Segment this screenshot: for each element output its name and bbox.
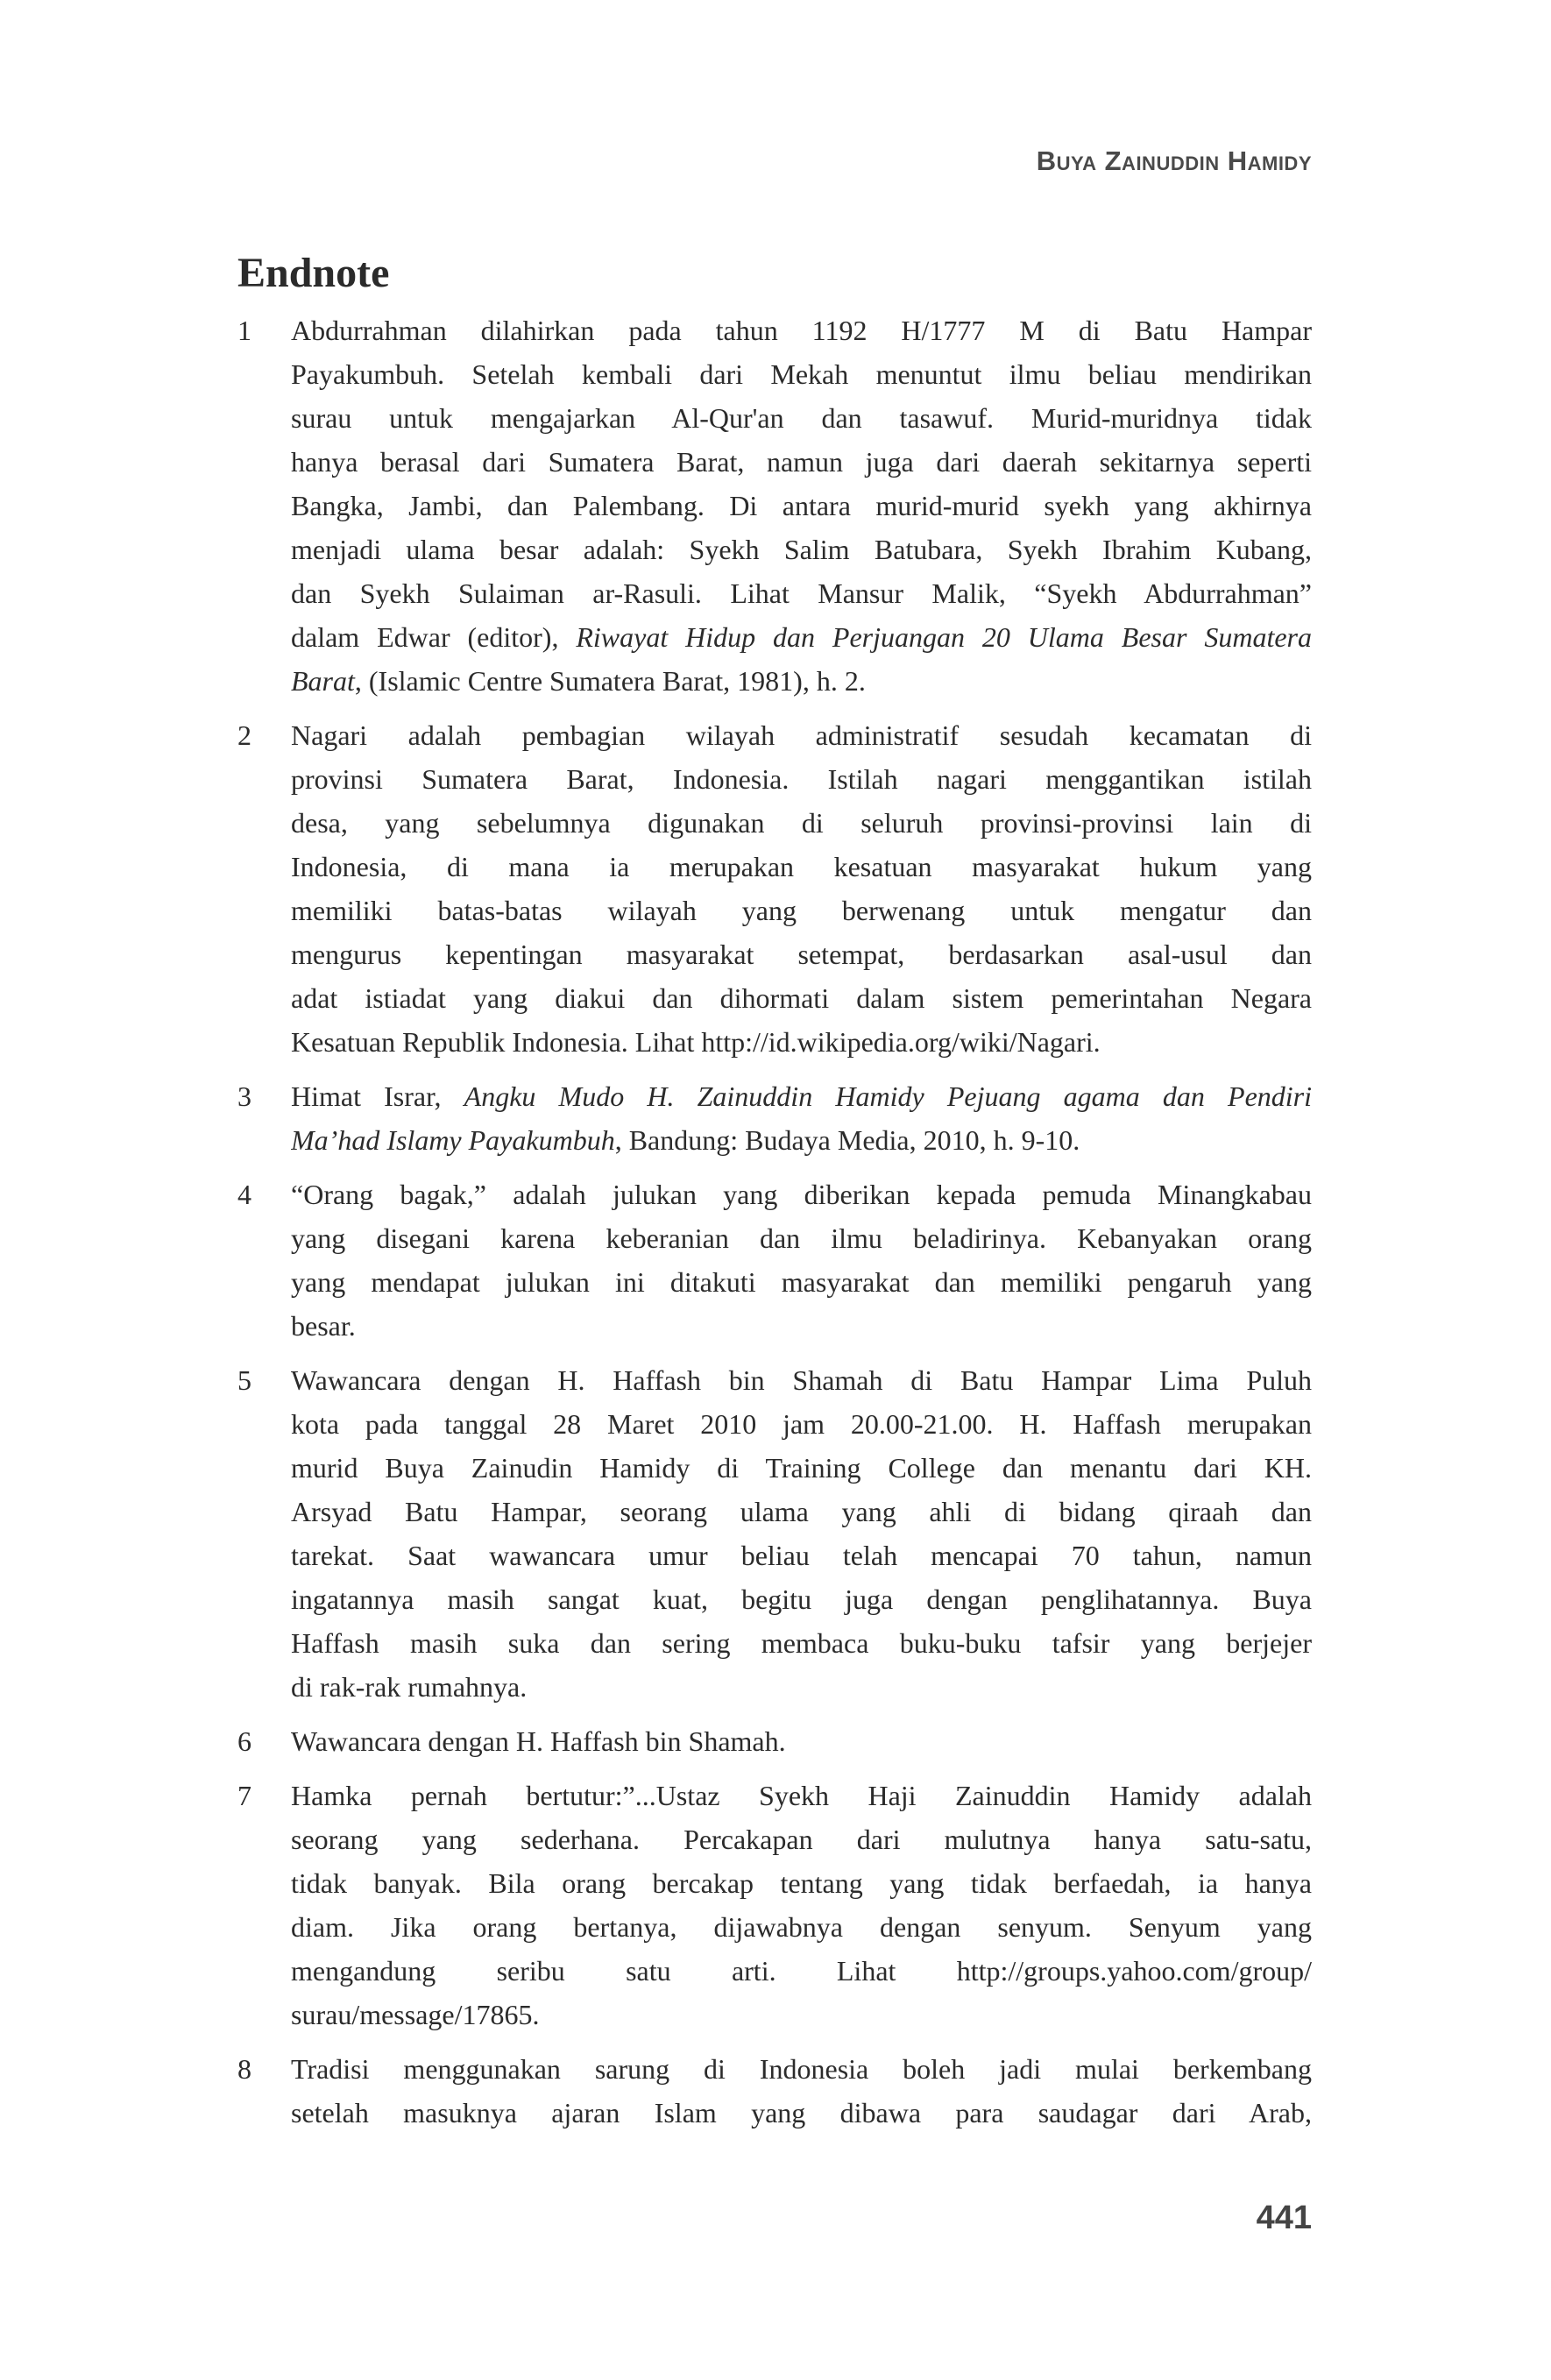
text-segment: surau untuk mengajarkan Al-Qur'an dan tasawuf. Murid-muridnya tidak	[291, 402, 1312, 434]
text-line	[291, 1817, 1312, 1861]
text-segment: tidak banyak. Bila orang bercakap tentang yang tidak berfaedah, ia hanya	[291, 1867, 1312, 1899]
endnote-number: 7	[237, 1780, 251, 1811]
endnote-number: 4	[237, 1179, 251, 1210]
text-segment: Wawancara dengan H. Haffash bin Shamah.	[291, 1725, 786, 1757]
endnote-number: 3	[237, 1080, 251, 1112]
endnote-item	[237, 1074, 1312, 1162]
endnote-text	[291, 308, 1312, 703]
text-line	[291, 1861, 1312, 1905]
text-segment: di rak-rak rumahnya.	[291, 1671, 528, 1703]
text-segment: Arsyad Batu Hampar, seorang ulama yang ahli di bidang qiraah dan	[291, 1496, 1312, 1527]
text-line	[291, 2091, 1312, 2135]
text-line	[291, 1074, 1312, 1118]
text-line	[291, 1260, 1312, 1304]
text-line	[291, 1216, 1312, 1260]
text-line	[291, 571, 1312, 615]
text-line	[291, 932, 1312, 976]
text-segment: Wawancara dengan H. Haffash bin Shamah di Batu Hampar Lima Puluh	[291, 1364, 1312, 1396]
endnote-number: 5	[237, 1364, 251, 1396]
text-segment: mengurus kepentingan masyarakat setempat, berdasarkan asal-usul dan	[291, 939, 1312, 970]
text-line	[291, 1993, 1312, 2036]
text-segment: mengandung seribu satu arti. Lihat http://groups.yahoo.com/group/	[291, 1955, 1312, 1987]
text-segment: Tradisi menggunakan sarung di Indonesia boleh jadi mulai berkembang	[291, 2053, 1312, 2085]
text-segment: Abdurrahman dilahirkan pada tahun 1192 H/1777 M di Batu Hampar	[291, 315, 1312, 346]
text-line	[291, 659, 1312, 703]
text-line	[291, 1719, 1312, 1763]
endnote-text	[291, 1719, 1312, 1763]
text-segment: Nagari adalah pembagian wilayah administratif sesudah kecamatan di	[291, 719, 1312, 751]
text-segment: provinsi Sumatera Barat, Indonesia. Istilah nagari menggantikan istilah	[291, 763, 1312, 795]
text-line	[291, 1665, 1312, 1709]
text-segment: Indonesia, di mana ia merupakan kesatuan masyarakat hukum yang	[291, 851, 1312, 882]
text-line	[291, 845, 1312, 889]
text-line	[291, 1446, 1312, 1490]
text-line	[291, 801, 1312, 845]
text-line	[291, 1118, 1312, 1162]
endnote-text	[291, 713, 1312, 1064]
text-segment: besar.	[291, 1310, 356, 1342]
text-line	[291, 1905, 1312, 1949]
endnote-item	[237, 713, 1312, 1064]
text-segment: surau/message/17865.	[291, 1999, 540, 2030]
text-segment: Bangka, Jambi, dan Palembang. Di antara murid-murid syekh yang akhirnya	[291, 490, 1312, 521]
text-segment: Hamka pernah bertutur:”...Ustaz Syekh Haji Zainuddin Hamidy adalah	[291, 1780, 1312, 1811]
endnote-text	[291, 1074, 1312, 1162]
text-segment: Payakumbuh. Setelah kembali dari Mekah menuntut ilmu beliau mendirikan	[291, 358, 1312, 390]
text-line	[291, 976, 1312, 1020]
text-line	[291, 352, 1312, 396]
text-line	[291, 1358, 1312, 1402]
section-heading: Endnote	[237, 250, 390, 296]
text-segment: seorang yang sederhana. Percakapan dari mulutnya hanya satu-satu,	[291, 1824, 1312, 1855]
text-segment: Kesatuan Republik Indonesia. Lihat http://id.wikipedia.org/wiki/Nagari.	[291, 1026, 1101, 1058]
text-segment: murid Buya Zainudin Hamidy di Training College dan menantu dari KH.	[291, 1452, 1312, 1484]
text-line	[291, 396, 1312, 440]
text-line	[291, 1402, 1312, 1446]
italic-title: Riwayat Hidup dan Perjuangan 20 Ulama Besar Sumatera	[576, 621, 1312, 653]
text-line	[291, 1774, 1312, 1817]
text-segment: diam. Jika orang bertanya, dijawabnya dengan senyum. Senyum yang	[291, 1911, 1312, 1943]
text-segment: adat istiadat yang diakui dan dihormati dalam sistem pemerintahan Negara	[291, 982, 1312, 1014]
text-line	[291, 1534, 1312, 1577]
text-line	[291, 1577, 1312, 1621]
text-segment: dalam Edwar (editor),	[291, 621, 577, 653]
text-segment: memiliki batas-batas wilayah yang berwenang untuk mengatur dan	[291, 895, 1312, 926]
running-head: Buya Zainuddin Hamidy	[1036, 145, 1312, 176]
endnote-list	[237, 308, 1312, 2145]
endnote-text	[291, 1358, 1312, 1709]
endnote-item	[237, 1172, 1312, 1348]
text-line	[291, 1621, 1312, 1665]
endnote-text	[291, 1774, 1312, 2036]
endnote-text	[291, 2047, 1312, 2135]
text-line	[291, 484, 1312, 528]
text-segment: Himat Israr,	[291, 1080, 464, 1112]
text-line	[291, 713, 1312, 757]
endnote-item	[237, 1719, 1312, 1763]
text-line	[291, 615, 1312, 659]
endnote-number: 6	[237, 1725, 251, 1757]
endnote-item	[237, 308, 1312, 703]
text-segment: menjadi ulama besar adalah: Syekh Salim Batubara, Syekh Ibrahim Kubang,	[291, 534, 1312, 565]
endnote-item	[237, 1358, 1312, 1709]
text-line	[291, 1172, 1312, 1216]
italic-title: Angku Mudo H. Zainuddin Hamidy Pejuang agama dan Pendiri	[464, 1080, 1312, 1112]
italic-title: Ma’had Islamy Payakumbuh	[291, 1124, 615, 1156]
text-line	[291, 1949, 1312, 1993]
text-line	[291, 889, 1312, 932]
text-segment: yang mendapat julukan ini ditakuti masyarakat dan memiliki pengaruh yang	[291, 1266, 1312, 1298]
text-segment: , (Islamic Centre Sumatera Barat, 1981), h. 2.	[354, 665, 866, 697]
text-segment: ingatannya masih sangat kuat, begitu juga dengan penglihatannya. Buya	[291, 1583, 1312, 1615]
text-line	[291, 2047, 1312, 2091]
text-segment: desa, yang sebelumnya digunakan di seluruh provinsi-provinsi lain di	[291, 807, 1312, 839]
endnote-text	[291, 1172, 1312, 1348]
text-line	[291, 1304, 1312, 1348]
page-number: 441	[1256, 2199, 1312, 2236]
text-line	[291, 757, 1312, 801]
text-line	[291, 1020, 1312, 1064]
endnote-item	[237, 1774, 1312, 2036]
endnote-item	[237, 2047, 1312, 2135]
text-segment: yang disegani karena keberanian dan ilmu beladirinya. Kebanyakan orang	[291, 1222, 1312, 1254]
text-segment: setelah masuknya ajaran Islam yang dibawa para saudagar dari Arab,	[291, 2097, 1312, 2129]
text-segment: tarekat. Saat wawancara umur beliau telah mencapai 70 tahun, namun	[291, 1540, 1312, 1571]
endnote-number: 8	[237, 2053, 251, 2085]
text-line	[291, 440, 1312, 484]
endnote-number: 2	[237, 719, 251, 751]
text-segment: , Bandung: Budaya Media, 2010, h. 9-10.	[614, 1124, 1080, 1156]
endnote-number: 1	[237, 315, 251, 346]
text-line	[291, 308, 1312, 352]
text-segment: hanya berasal dari Sumatera Barat, namun juga dari daerah sekitarnya seperti	[291, 446, 1312, 478]
text-line	[291, 1490, 1312, 1534]
text-line	[291, 528, 1312, 571]
text-segment: kota pada tanggal 28 Maret 2010 jam 20.00-21.00. H. Haffash merupakan	[291, 1408, 1312, 1440]
italic-title: Barat	[291, 665, 355, 697]
text-segment: Haffash masih suka dan sering membaca buku-buku tafsir yang berjejer	[291, 1627, 1312, 1659]
text-segment: “Orang bagak,” adalah julukan yang diberikan kepada pemuda Minangkabau	[291, 1179, 1312, 1210]
text-segment: dan Syekh Sulaiman ar-Rasuli. Lihat Mansur Malik, “Syekh Abdurrahman”	[291, 577, 1312, 609]
